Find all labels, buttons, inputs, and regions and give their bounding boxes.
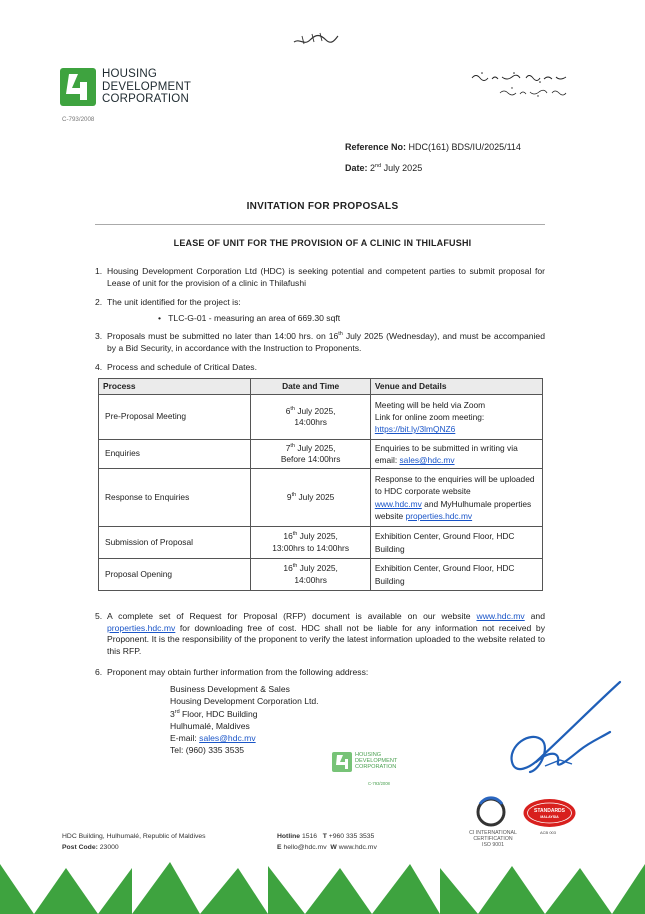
critical-dates-table (98, 378, 543, 591)
decorative-triangle-band (0, 858, 645, 914)
web-value: www.hdc.mv (338, 844, 377, 851)
date-sup: th (290, 442, 295, 449)
venue-cell (370, 440, 542, 469)
paragraph-4 (95, 362, 545, 374)
footer-contact-line (277, 831, 377, 842)
p3-suffix: th (338, 331, 343, 338)
table-row (99, 440, 543, 469)
venue-text: Meeting will be held via Zoom (374, 399, 486, 410)
paragraph-2 (95, 297, 545, 309)
floor-num: 3 (170, 708, 175, 719)
zoom-link[interactable]: https://bit.ly/3lmQNZ6 (374, 424, 456, 435)
paragraph-text: Housing Development Corporation Ltd (HDC) is seeking potential and competent parties to submit proposal for Lease of unit for the provision of a clinic in Thilafushi (107, 266, 545, 288)
certificate-number: C-793/2008 (62, 116, 95, 123)
table-row (99, 469, 543, 527)
time-text: 14:00hrs (294, 574, 327, 585)
p5-text-a: A complete set of Request for Proposal (RFP) document is available on our website (107, 611, 477, 621)
process-cell: Proposal Opening (99, 559, 251, 591)
p3-text-b: July 2025 (Wednesday), and must be accompanied by a Bid Security, in accordance with the Instruction to Proponents. (107, 331, 545, 353)
p5-text-b: and (524, 611, 545, 621)
email-link[interactable]: sales@hdc.mv (199, 733, 256, 744)
time-text: 13:00hrs to 14:00hrs (272, 542, 350, 553)
standards-sub: MALAYSIA (540, 815, 559, 819)
email-label: E-mail: (170, 733, 200, 744)
reference-number (345, 141, 521, 153)
calligraphy-emblem (292, 28, 340, 50)
hdc-logo-icon (60, 68, 96, 106)
p3-text-a: Proposals must be submitted no later than 14:00 hrs. on 16 (107, 331, 339, 341)
process-cell: Submission of Proposal (99, 527, 251, 559)
venue-text: Response to the enquiries will be uploaded to HDC corporate website (374, 474, 535, 497)
date-rest: July 2025 (296, 491, 335, 502)
date-sup: th (291, 492, 297, 499)
address-line: Hulhumalé, Maldives (170, 720, 250, 731)
unit-bullet (158, 313, 340, 325)
dhivehi-name-script (470, 70, 570, 84)
date-num: 7 (285, 442, 291, 453)
process-cell: Enquiries (99, 440, 251, 469)
footer-address (62, 831, 206, 853)
column-header: Process (99, 379, 251, 395)
paragraph-text (107, 611, 545, 657)
date-cell (251, 440, 370, 469)
date-rest: July 2025, (297, 563, 338, 574)
paragraph-number: 5. (95, 611, 103, 621)
acb-number: ACB 003 (540, 830, 557, 835)
paragraph-number: 2. (95, 297, 103, 307)
date-num: 16 (283, 563, 293, 574)
hotline-value: 1516 (301, 833, 318, 840)
date-cell (251, 469, 370, 527)
logo-line: CORPORATION (102, 93, 189, 106)
time-text: 14:00hrs (294, 417, 327, 427)
ci-line: ISO 9001 (482, 842, 504, 848)
paragraph-number: 6. (95, 667, 103, 677)
contact-address (170, 683, 319, 757)
venue-cell (370, 469, 542, 527)
web-label: W (330, 844, 337, 851)
date-num: 9 (286, 491, 292, 502)
dhivehi-address-script (498, 86, 570, 98)
email-value: hello@hdc.mv (283, 844, 327, 851)
date-sup: th (290, 405, 295, 412)
paragraph-text: Process and schedule of Critical Dates. (107, 362, 257, 372)
paragraph-text: The unit identified for the project is: (107, 297, 241, 307)
logo-line: DEVELOPMENT (102, 80, 192, 93)
stamp-line: CORPORATION (355, 764, 397, 770)
reference-label: Reference No: (345, 142, 407, 152)
company-name (102, 68, 191, 106)
hotline-label: Hotline (277, 833, 301, 840)
footer-postcode (62, 842, 206, 853)
column-header: Venue and Details (370, 379, 542, 395)
date-day: 2 (370, 163, 376, 173)
date-rest: July 2025, (295, 442, 336, 453)
paragraph-number: 3. (95, 331, 103, 341)
date-sup: th (292, 531, 298, 538)
footer-contact-line (277, 842, 377, 853)
email-link[interactable]: sales@hdc.mv (399, 455, 455, 465)
hdc-website-link[interactable]: www.hdc.mv (476, 611, 525, 621)
venue-cell: Exhibition Center, Ground Floor, HDC Building (370, 527, 542, 559)
floor-rest: Floor, HDC Building (179, 708, 258, 719)
reference-value: HDC(161) BDS/IU/2025/114 (408, 142, 521, 152)
title-divider (95, 224, 545, 225)
table-row (99, 527, 543, 559)
address-line (170, 708, 319, 720)
ci-certification-text (466, 830, 520, 848)
stamp-line: DEVELOPMENT (355, 758, 398, 764)
page-title: INVITATION FOR PROPOSALS (246, 201, 399, 212)
floor-sup: rd (174, 708, 180, 715)
hdc-website-link[interactable]: www.hdc.mv (374, 498, 422, 509)
date-rest: July 2025 (381, 163, 423, 173)
logo-line: HOUSING (102, 68, 158, 80)
phone-value: +960 335 3535 (328, 833, 375, 840)
venue-text: and MyHulhumale properties website (374, 498, 532, 521)
date-rest: July 2025, (295, 405, 336, 416)
address-line: Housing Development Corporation Ltd. (170, 696, 319, 707)
venue-text: Enquiries to be submitted in writing via email: (374, 442, 518, 465)
date-num: 16 (283, 531, 293, 542)
document-date (345, 162, 422, 174)
table-header-row (99, 379, 543, 395)
date-sup: th (292, 563, 298, 570)
paragraph-text (107, 331, 545, 354)
footer-contact (277, 831, 377, 853)
process-cell: Pre-Proposal Meeting (99, 395, 251, 440)
date-cell (251, 559, 370, 591)
column-header: Date and Time (251, 379, 370, 395)
process-cell: Response to Enquiries (99, 469, 251, 527)
venue-text: Link for online zoom meeting: (374, 411, 485, 422)
properties-website-link[interactable]: properties.hdc.mv (107, 622, 176, 633)
page-subtitle: LEASE OF UNIT FOR THE PROVISION OF A CLINIC IN THILAFUSHI (173, 238, 472, 248)
table-row (99, 559, 543, 591)
standards-malaysia-text (522, 808, 577, 820)
p5-text-c: for downloading free of cost. HDC shall not be liable for any information not received by Proponent. It is the responsibility of the proponent to verify the latest information uploaded to the website related to this RFP. (107, 622, 545, 656)
date-suffix: nd (375, 163, 382, 169)
properties-website-link[interactable]: properties.hdc.mv (405, 510, 473, 521)
ci-certification-icon (470, 796, 512, 828)
date-cell (251, 395, 370, 440)
date-cell (251, 527, 370, 559)
email-label: E (277, 844, 282, 851)
address-line: Business Development & Sales (170, 684, 290, 694)
date-rest: July 2025, (297, 531, 338, 542)
paragraph-number: 4. (95, 362, 103, 372)
time-text: Before 14:00hrs (280, 454, 341, 464)
venue-cell: Exhibition Center, Ground Floor, HDC Building (370, 559, 542, 591)
venue-cell (370, 395, 542, 440)
paragraph-5 (95, 611, 545, 657)
ci-line: CI INTERNATIONAL (469, 830, 517, 836)
stamp-certificate: C-793/2008 (368, 781, 390, 786)
paragraph-6 (95, 667, 545, 679)
postcode-label: Post Code: (62, 844, 98, 851)
ci-line: CERTIFICATION (473, 836, 513, 842)
stamp-line: HOUSING (355, 752, 382, 758)
date-label: Date: (345, 163, 368, 173)
paragraph-text: Proponent may obtain further information from the following address: (107, 667, 369, 677)
postcode-value: 23000 (99, 844, 119, 851)
table-row (99, 395, 543, 440)
address-line (170, 732, 319, 744)
phone-label: T (322, 833, 327, 840)
standards-line: STANDARDS (533, 808, 566, 814)
footer-address-line: HDC Building, Hulhumalé, Republic of Maldives (62, 833, 206, 840)
date-num: 6 (285, 405, 291, 416)
stamp-text (355, 752, 397, 770)
paragraph-1 (95, 266, 545, 289)
address-line: Tel: (960) 335 3535 (170, 745, 245, 756)
bullet-icon: • (158, 313, 169, 323)
signature-icon (490, 680, 625, 785)
paragraph-number: 1. (95, 266, 103, 276)
paragraph-3 (95, 331, 545, 354)
unit-text: TLC-G-01 - measuring an area of 669.30 sqft (168, 313, 341, 323)
